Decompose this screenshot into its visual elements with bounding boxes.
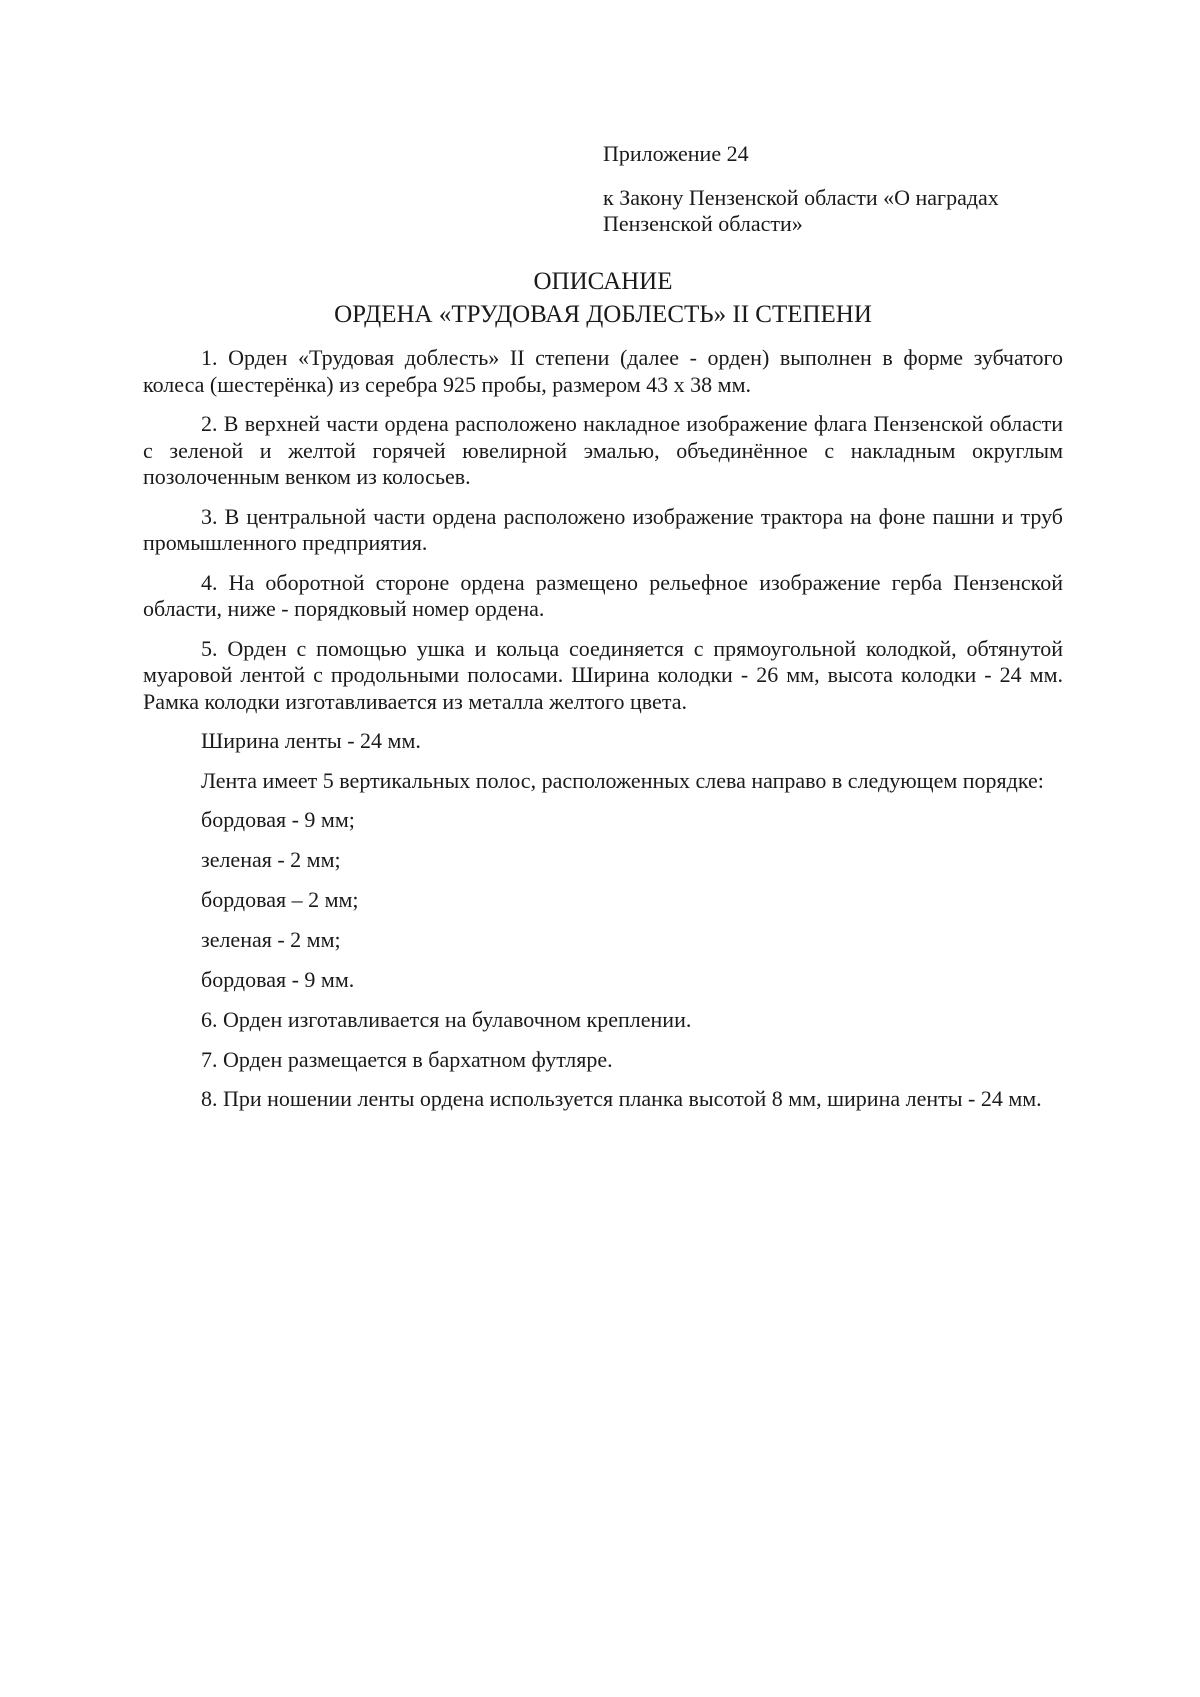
- paragraph-7: 7. Орден размещается в бархатном футляре.: [201, 1046, 613, 1072]
- list-item: зеленая - 2 мм;: [201, 927, 341, 952]
- paragraph-1: 1. Орден «Трудовая доблесть» II степени (далее - орден) выполнен в форме зубчатого колеса (шестерёнка) из серебра 925 пробы, размером 43 х 38 мм.: [143, 345, 1063, 397]
- stripe-list: [143, 807, 1063, 994]
- paragraph-3: 3. В центральной части ордена расположено изображение трактора на фоне пашни и труб промышленного предприятия.: [143, 503, 1063, 555]
- appendix-reference: к Закону Пензенской области «О наградах Пензенской области»: [603, 185, 999, 236]
- paragraph-8: 8. При ношении ленты ордена используется планка высотой 8 мм, ширина ленты - 24 мм.: [201, 1086, 1042, 1111]
- paragraph-5: 5. Орден с помощью ушка и кольца соединяется с прямоугольной колодкой, обтянутой муаровой лентой с продольными полосами. Ширина колодки - 26 мм, высота колодки - 24 мм. Рамка колодки изготавливается из металла желтого цвета.: [143, 635, 1063, 714]
- list-item: бордовая - 9 мм;: [201, 807, 355, 832]
- paragraph-4: 4. На оборотной стороне ордена размещено рельефное изображение герба Пензенской области, ниже - порядковый номер ордена.: [143, 569, 1063, 621]
- list-item: бордовая – 2 мм;: [201, 887, 359, 912]
- paragraph-2: 2. В верхней части ордена расположено накладное изображение флага Пензенской области с зеленой и желтой горячей ювелирной эмалью, объединённое с накладным округлым позолоченным венком из колосьев.: [143, 411, 1063, 489]
- document-title: [143, 265, 1063, 331]
- appendix-number: Приложение 24: [603, 141, 749, 166]
- document-body: [143, 345, 1063, 1126]
- ribbon-width-paragraph: Ширина ленты - 24 мм.: [201, 728, 421, 753]
- title-line-1: ОПИСАНИЕ: [533, 268, 673, 295]
- paragraph-6: 6. Орден изготавливается на булавочном креплении.: [201, 1007, 692, 1032]
- title-line-2: ОРДЕНА «ТРУДОВАЯ ДОБЛЕСТЬ» II СТЕПЕНИ: [334, 301, 872, 328]
- list-item: зеленая - 2 мм;: [201, 847, 341, 872]
- appendix-header: [603, 141, 1073, 237]
- stripes-intro-paragraph: Лента имеет 5 вертикальных полос, расположенных слева направо в следующем порядке:: [201, 767, 1044, 793]
- list-item: бордовая - 9 мм.: [201, 967, 355, 992]
